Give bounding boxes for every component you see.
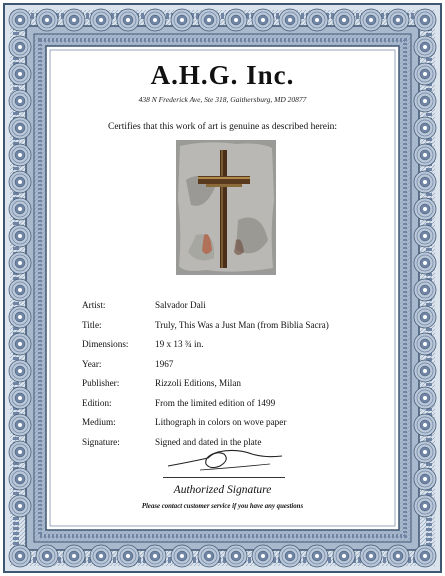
border-rosette — [36, 545, 58, 567]
border-rosette — [198, 545, 220, 567]
border-rosette — [9, 414, 31, 436]
detail-label: Publisher: — [82, 378, 120, 388]
detail-value: Lithograph in colors on wove paper — [155, 417, 287, 427]
detail-label: Title: — [82, 319, 102, 330]
border-rosette — [306, 545, 328, 567]
detail-row-medium — [82, 417, 382, 437]
border-rosette — [9, 279, 31, 301]
border-rosette — [90, 545, 112, 567]
border-rosette — [63, 545, 85, 567]
cross-artwork-image — [176, 140, 276, 275]
border-rosette — [9, 360, 31, 382]
detail-value: Truly, This Was a Just Man (from Biblia Sacra) — [155, 319, 329, 330]
border-rosette — [225, 9, 247, 31]
border-rosette — [414, 279, 436, 301]
border-rosette — [9, 198, 31, 220]
border-rosette — [9, 225, 31, 247]
detail-row-edition — [82, 398, 382, 418]
detail-value: Salvador Dali — [155, 300, 206, 310]
border-rosette — [414, 333, 436, 355]
border-rosette — [414, 252, 436, 274]
border-rosette — [333, 9, 355, 31]
border-rosette — [144, 9, 166, 31]
border-rosette — [414, 36, 436, 58]
border-rosette — [360, 9, 382, 31]
border-rosette — [414, 198, 436, 220]
border-rosette — [9, 387, 31, 409]
border-rosette — [252, 9, 274, 31]
detail-value: From the limited edition of 1499 — [155, 397, 276, 408]
detail-label: Dimensions: — [82, 339, 129, 349]
border-rosette — [414, 414, 436, 436]
border-rosette — [225, 545, 247, 567]
handwritten-signature — [160, 440, 290, 480]
detail-label: Signature: — [82, 436, 120, 447]
signature-label: Authorized Signature — [173, 484, 272, 496]
detail-row-year — [82, 359, 382, 379]
signature-line — [163, 477, 285, 478]
border-rosette — [9, 545, 31, 567]
border-rosette — [414, 441, 436, 463]
border-rosette — [360, 545, 382, 567]
border-rosette — [279, 545, 301, 567]
certification-statement: Certifies that this work of art is genuine as described herein: — [108, 122, 337, 132]
contact-note: Please contact customer service if you have any questions — [141, 503, 304, 510]
border-rosette — [414, 9, 436, 31]
border-rosette — [9, 441, 31, 463]
border-rosette — [144, 545, 166, 567]
detail-row-dimensions — [82, 339, 382, 359]
border-rosette — [333, 545, 355, 567]
border-rosette — [414, 225, 436, 247]
border-rosette — [36, 9, 58, 31]
detail-value: Signed and dated in the plate — [155, 436, 262, 447]
border-rosette — [9, 9, 31, 31]
detail-row-title — [82, 320, 382, 340]
border-rosette — [171, 545, 193, 567]
border-rosette — [9, 36, 31, 58]
detail-label: Edition: — [82, 397, 112, 408]
border-rosette — [414, 360, 436, 382]
border-rosette — [306, 9, 328, 31]
border-rosette — [414, 171, 436, 193]
detail-row-publisher — [82, 378, 382, 398]
detail-label: Artist: — [82, 300, 106, 310]
detail-value: 19 x 13 ¾ in. — [155, 339, 204, 349]
border-rosette — [171, 9, 193, 31]
border-rosette — [9, 333, 31, 355]
border-rosette — [198, 9, 220, 31]
detail-value: Rizzoli Editions, Milan — [155, 378, 241, 388]
artwork-details — [82, 300, 382, 456]
border-rosette — [252, 545, 274, 567]
border-rosette — [9, 306, 31, 328]
border-rosette — [414, 387, 436, 409]
detail-row-artist — [82, 300, 382, 320]
company-address: 438 N Frederick Ave, Ste 318, Gaithersburg, MD 20877 — [138, 95, 307, 104]
border-rosette — [387, 9, 409, 31]
detail-label: Medium: — [82, 417, 116, 427]
company-name: A.H.G. Inc. — [150, 60, 295, 90]
border-rosette — [63, 9, 85, 31]
border-rosette — [90, 9, 112, 31]
detail-value: 1967 — [155, 358, 174, 369]
detail-label: Year: — [82, 358, 102, 369]
border-rosette — [414, 306, 436, 328]
border-rosette — [9, 171, 31, 193]
border-rosette — [9, 144, 31, 166]
border-rosette — [414, 144, 436, 166]
border-rosette — [9, 252, 31, 274]
border-rosette — [117, 545, 139, 567]
border-rosette — [387, 545, 409, 567]
border-rosette — [117, 9, 139, 31]
border-rosette — [414, 545, 436, 567]
border-rosette — [279, 9, 301, 31]
